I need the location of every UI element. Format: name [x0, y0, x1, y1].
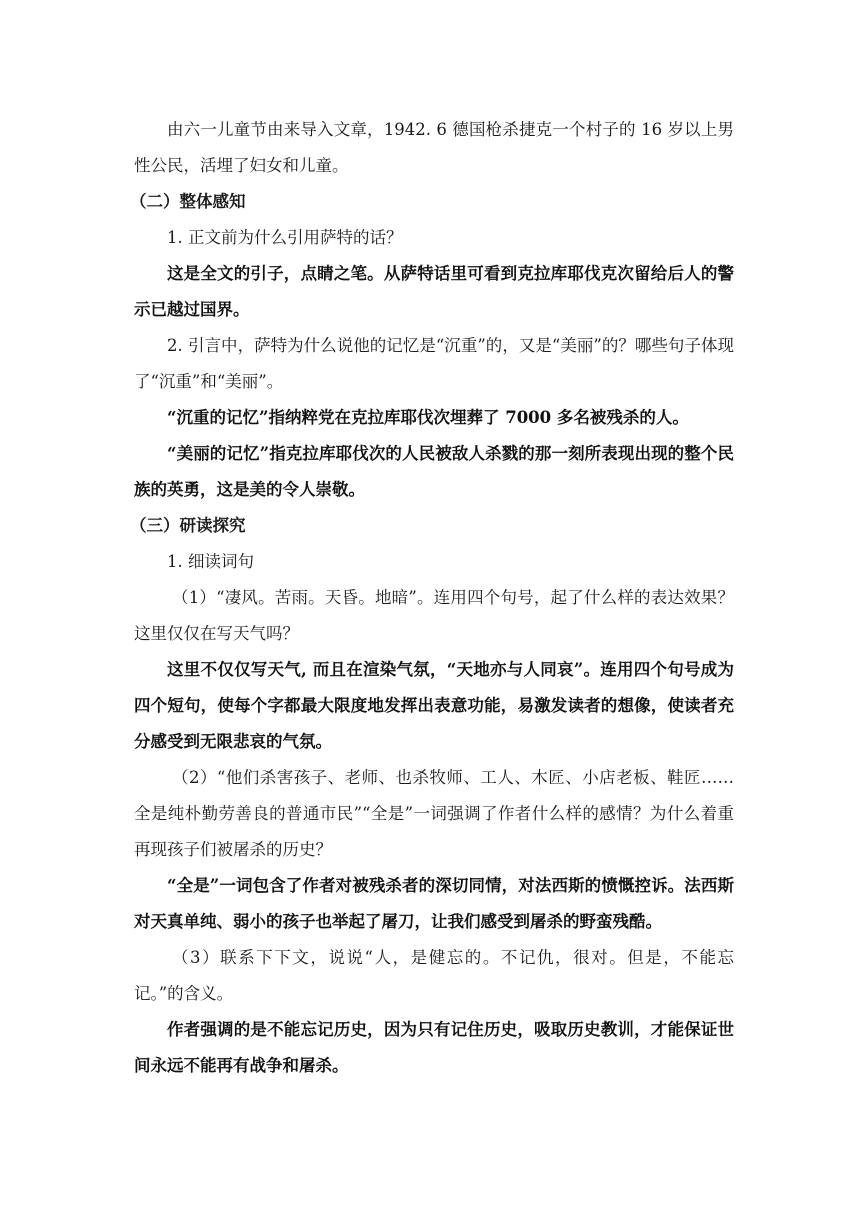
- answer-2b: “美丽的记忆”指克拉库耶伐次的人民被敌人杀戮的那一刻所表现出现的整个民族的英勇，这是美的令人崇敬。: [134, 444, 734, 499]
- sub-answer-2: “全是”一词包含了作者对被残杀者的深切同情，对法西斯的愤慨控诉。法西斯对天真单纯、弱小的孩子也举起了屠刀，让我们感受到屠杀的野蛮残酷。: [134, 876, 734, 931]
- question-2: 2. 引言中，萨特为什么说他的记忆是“沉重”的，又是“美丽”的？哪些句子体现了“沉重”和“美丽”。: [134, 336, 734, 391]
- section-heading-overall-perception: （二）整体感知: [130, 192, 246, 211]
- question-1: 1. 正文前为什么引用萨特的话？: [167, 228, 403, 247]
- sub-answer-1: 这里不仅仅写天气, 而且在渲染气氛，“天地亦与人同哀”。连用四个句号成为四个短句，使每个字都最大限度地发挥出表意功能，易激发读者的想像，使读者充分感受到无限悲哀的气氛。: [134, 660, 734, 751]
- answer-1: 这是全文的引子，点睛之笔。从萨特话里可看到克拉库耶伐克次留给后人的警示已越过国界。: [134, 264, 734, 319]
- intro-paragraph: 由六一儿童节由来导入文章，1942. 6 德国枪杀捷克一个村子的 16 岁以上男性公民，活埋了妇女和儿童。: [134, 120, 734, 175]
- sub-question-3: （3）联系下下文，说说“人，是健忘的。不记仇，很对。但是，不能忘记。”的含义。: [134, 948, 734, 1003]
- document-body: [130, 112, 734, 1084]
- sub-answer-3: 作者强调的是不能忘记历史，因为只有记住历史，吸取历史教训，才能保证世间永远不能再有战争和屠杀。: [134, 1020, 734, 1075]
- section-heading-study-explore: （三）研读探究: [130, 516, 246, 535]
- answer-2a: “沉重的记忆”指纳粹党在克拉库耶伐次埋葬了 7000 多名被残杀的人。: [167, 408, 689, 427]
- sub-question-2: （2）“他们杀害孩子、老师、也杀牧师、工人、木匠、小店老板、鞋匠……全是纯朴勤劳善良的普通市民”“全是”一词强调了作者什么样的感情？为什么着重再现孩子们被屠杀的历史？: [134, 768, 734, 859]
- subsection-close-reading: 1. 细读词句: [167, 552, 254, 571]
- sub-question-1: （1）“凄风。苦雨。天昏。地暗”。连用四个句号，起了什么样的表达效果？这里仅仅在写天气吗？: [134, 588, 734, 643]
